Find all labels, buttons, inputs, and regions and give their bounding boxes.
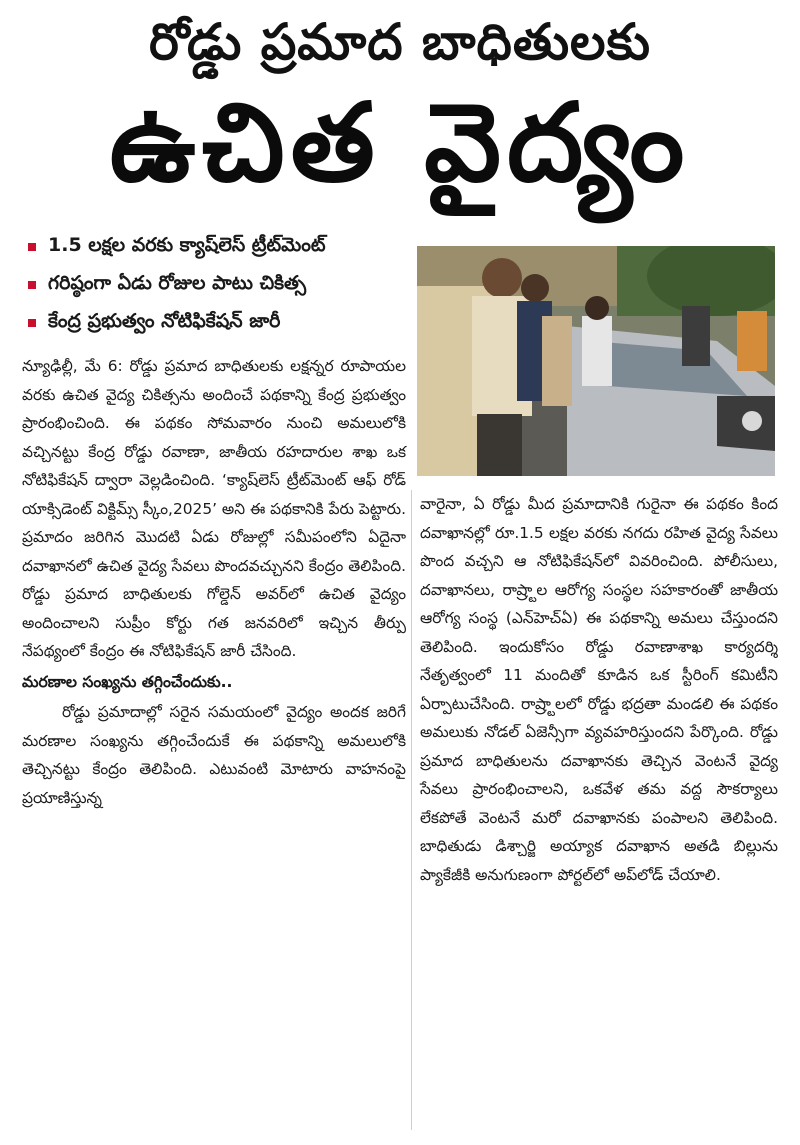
article-kicker: రోడ్డు ప్రమాద బాధితులకు bbox=[149, 13, 651, 71]
article-paragraph: న్యూఢిల్లీ, మే 6: రోడ్డు ప్రమాద బాధితులకు లక్షన్నర రూపాయల వరకు ఉచిత వైద్య చికిత్సను అందించే పథకాన్ని కేంద్ర ప్రభుత్వం ప్రారంభించింది. ఈ పథకం సోమవారం నుంచి అమలులోకి వచ్చినట్టు కేంద్ర రోడ్డు రవాణా, జాతీయ రహదారుల శాఖ ఒక నోటిఫికేషన్ ద్వారా వెల్లడించింది. ‘క్యాష్‌లెస్ ట్రీట్‌మెంట్ ఆఫ్ రోడ్ యాక్సిడెంట్ విక్టిమ్స్ స్కీం,2025’ అని ఈ పథకానికి పేరు పెట్టారు. ప్రమాదం జరిగిన మొదటి ఏడు రోజుల్లో సమీపంలోని ఏదైనా దవాఖానలో ఉచిత వైద్య సేవలు పొందవచ్చునని కేంద్రం తెలిపింది. రోడ్డు ప్రమాద బాధితులకు గోల్డెన్ అవర్‌లో ఉచిత వైద్యం అందించాలని సుప్రీం కోర్టు గత జనవరిలో ఇచ్చిన తీర్పు నేపథ్యంలో కేంద్రం ఈ నోటిఫికేషన్ జారీ చేసింది. bbox=[22, 357, 406, 660]
article-headline: ఉచిత వైద్యం bbox=[109, 81, 691, 206]
highlight-item bbox=[28, 266, 413, 304]
article-column-right bbox=[420, 490, 778, 889]
accident-photo-illustration bbox=[417, 246, 775, 476]
article-paragraph: వారైనా, ఏ రోడ్డు మీద ప్రమాదానికి గురైనా ఈ పథకం కింద దవాఖానల్లో రూ.1.5 లక్షల వరకు నగదు రహిత వైద్య సేవలు పొంద వచ్చని ఆ నోటిఫికేషన్‌లో వివరించింది. పోలీసులు, దవాఖానలు, రాష్ర్టాల ఆరోగ్య సంస్థల సహకారంతో జాతీయ ఆరోగ్య సంస్థ (ఎన్‌హెచ్‌ఏ) ఈ పథకాన్ని అమలు చేస్తుందని తెలిపింది. ఇందుకోసం రోడ్డు రవాణాశాఖ కార్యదర్శి నేతృత్వంలో 11 మందితో కూడిన ఒక స్టీరింగ్ కమిటీని ఏర్పాటుచేసింది. రాష్ర్టాలలో రోడ్డు భద్రతా మండలి ఈ పథకం అమలుకు నోడల్ ఏజెన్సీగా వ్యవహరిస్తుందని పేర్కొంది. రోడ్డు ప్రమాద బాధితులను దవాఖానకు తెచ్చిన వెంటనే వైద్య సేవలు ప్రారంభించాలని, ఒకవేళ తమ వద్ద సౌకర్యాలు లేకపోతే వెంటనే మరో దవాఖానకు పంపాలని తెలిపింది. బాధితుడు డిశ్చార్జి అయ్యాక దవాఖాన అతడి బిల్లును ప్యాకేజీకి అనుగుణంగా పోర్టల్‌లో అప్‌లోడ్ చేయాలి. bbox=[420, 495, 778, 884]
highlight-item bbox=[28, 304, 413, 342]
highlight-text: కేంద్ర ప్రభుత్వం నోటిఫికేషన్ జారీ bbox=[48, 309, 281, 332]
accident-scene-photo bbox=[417, 246, 775, 476]
highlight-text: గరిష్ఠంగా ఏడు రోజుల పాటు చికిత్స bbox=[48, 271, 307, 294]
column-divider bbox=[411, 490, 412, 1130]
red-square-bullet-icon bbox=[28, 281, 36, 289]
article-subheading: మరణాల సంఖ్యను తగ్గించేందుకు.. bbox=[22, 672, 233, 691]
highlight-item bbox=[28, 228, 413, 266]
highlight-text: 1.5 లక్షల వరకు క్యాష్‌లెస్ ట్రీట్‌మెంట్ bbox=[48, 233, 326, 256]
article-paragraph: రోడ్డు ప్రమాదాల్లో సరైన సమయంలో వైద్యం అందక జరిగే మరణాల సంఖ్యను తగ్గించేందుకే ఈ పథకాన్ని అమలులోకి తెచ్చినట్టు కేంద్రం తెలిపింది. ఎటువంటి మోటారు వాహనంపై ప్రయాణిస్తున్న bbox=[22, 703, 406, 807]
red-square-bullet-icon bbox=[28, 319, 36, 327]
red-square-bullet-icon bbox=[28, 243, 36, 251]
article-column-left bbox=[22, 352, 406, 812]
highlights-list bbox=[28, 228, 413, 342]
